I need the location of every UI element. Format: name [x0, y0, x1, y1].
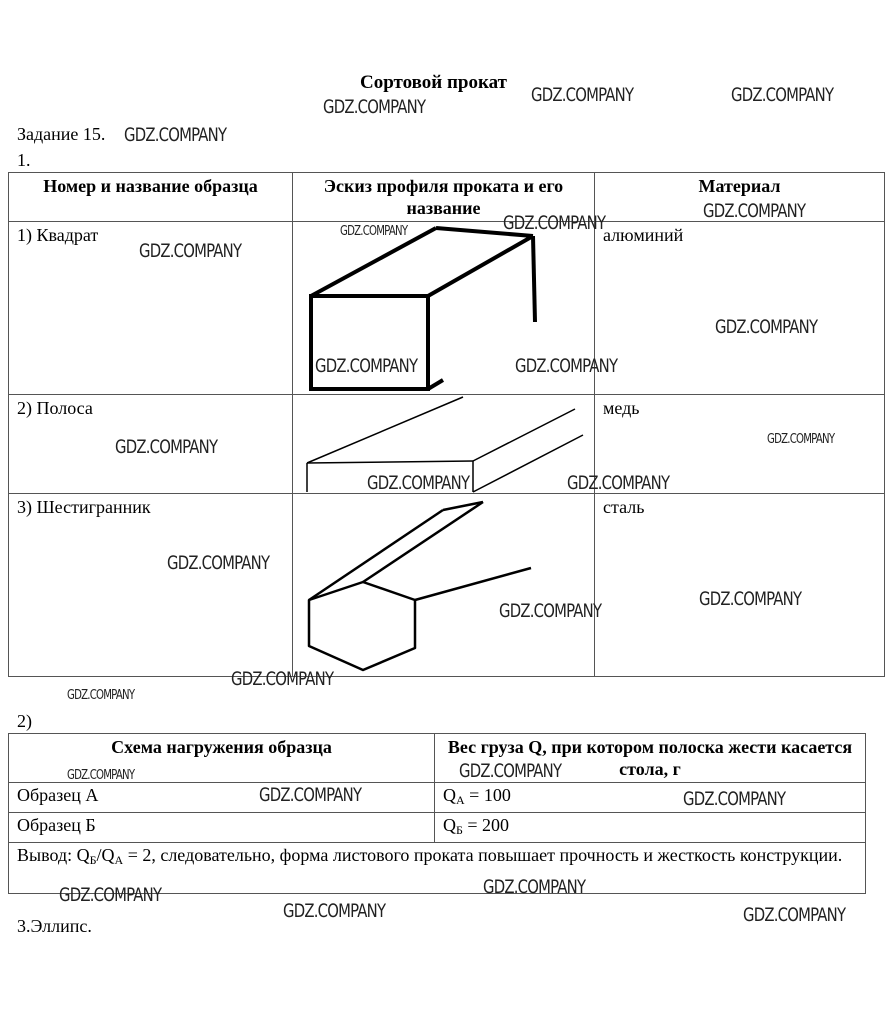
page-title: Сортовой прокат: [360, 72, 507, 93]
task-number: Задание 15.: [17, 124, 106, 144]
watermark: GDZ.COMPANY: [503, 212, 606, 234]
watermark: GDZ.COMPANY: [699, 588, 802, 610]
table-row: [9, 813, 866, 843]
material: сталь: [595, 494, 885, 677]
watermark: GDZ.COMPANY: [483, 876, 586, 898]
sketch-cell: [293, 494, 595, 677]
watermark: GDZ.COMPANY: [167, 552, 270, 574]
watermark: GDZ.COMPANY: [323, 96, 426, 118]
material: медь: [595, 395, 885, 494]
watermark: GDZ.COMPANY: [703, 200, 806, 222]
watermark: GDZ.COMPANY: [67, 768, 135, 783]
watermark: GDZ.COMPANY: [124, 124, 227, 146]
watermark: GDZ.COMPANY: [231, 668, 334, 690]
watermark: GDZ.COMPANY: [367, 472, 470, 494]
watermark: GDZ.COMPANY: [567, 472, 670, 494]
weight-value: $Q_Б = 200$: [435, 813, 866, 843]
watermark: GDZ.COMPANY: [715, 316, 818, 338]
watermark: GDZ.COMPANY: [283, 900, 386, 922]
watermark: GDZ.COMPANY: [340, 224, 408, 239]
watermark: GDZ.COMPANY: [259, 784, 362, 806]
watermark: GDZ.COMPANY: [743, 904, 846, 926]
header-weight: Вес груза Q, при котором полоска жести касается стола, г: [435, 734, 866, 783]
header-sample: Номер и название образца: [9, 173, 293, 222]
watermark: GDZ.COMPANY: [115, 436, 218, 458]
watermark: GDZ.COMPANY: [139, 240, 242, 262]
item-3-answer: 3.Эллипс.: [17, 916, 92, 936]
sample-name: 3) Шестигранник: [9, 494, 293, 677]
watermark: GDZ.COMPANY: [499, 600, 602, 622]
header-scheme: Схема нагружения образца: [9, 734, 435, 783]
watermark: GDZ.COMPANY: [683, 788, 786, 810]
sample-name: 1) Квадрат: [9, 222, 293, 395]
sample-name: 2) Полоса: [9, 395, 293, 494]
table-row: [9, 494, 885, 677]
item-2-label: 2): [17, 711, 32, 731]
header-material: Материал: [595, 173, 885, 222]
watermark: GDZ.COMPANY: [315, 355, 418, 377]
watermark: GDZ.COMPANY: [731, 84, 834, 106]
watermark: GDZ.COMPANY: [59, 884, 162, 906]
header-sketch: Эскиз профиля проката и его название: [293, 173, 595, 222]
conclusion-text: Вывод: $Q_Б/Q_А = 2$, следовательно, форма листового проката повышает прочность и жесткость конструкции.: [9, 843, 866, 894]
watermark: GDZ.COMPANY: [767, 432, 835, 447]
load-table: [8, 733, 866, 894]
item-1-label: 1.: [17, 150, 31, 170]
watermark: GDZ.COMPANY: [459, 760, 562, 782]
watermark: GDZ.COMPANY: [515, 355, 618, 377]
hexagon-bar-sketch: [293, 494, 595, 676]
table-header-row: [9, 734, 866, 783]
material: алюминий: [595, 222, 885, 395]
watermark: GDZ.COMPANY: [67, 688, 135, 703]
sample-label: Образец А: [9, 783, 435, 813]
weight-value: $Q_А = 100$: [435, 783, 866, 813]
watermark: GDZ.COMPANY: [531, 84, 634, 106]
sample-label: Образец Б: [9, 813, 435, 843]
